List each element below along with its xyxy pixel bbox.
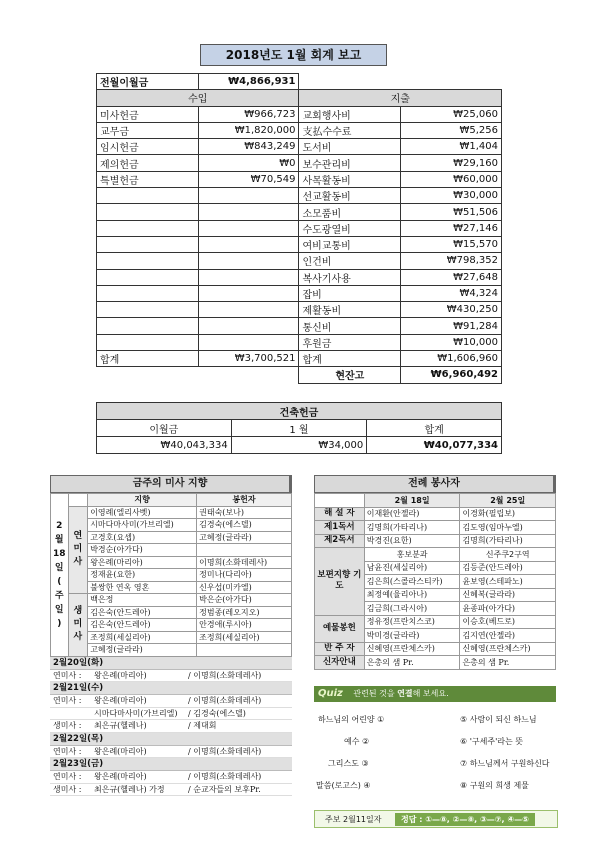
requester-name: / 김경숙(에스델) xyxy=(188,708,246,718)
income-label xyxy=(97,302,199,318)
quiz-instruction-highlight: 연결 xyxy=(397,689,413,698)
expense-label: 소모품비 xyxy=(299,204,401,220)
income-header: 수입 xyxy=(97,90,299,106)
server-row xyxy=(315,521,556,535)
intention-name: 최은규(헬레나) xyxy=(94,721,147,730)
income-value xyxy=(198,220,299,236)
server-name: 최정예(율리아나) xyxy=(364,588,460,602)
quiz-right-item: ⑥ '구세주'라는 뜻 xyxy=(460,737,524,746)
requester-column-header: 봉헌자 xyxy=(197,494,292,507)
build-value: ₩40,043,334 xyxy=(97,437,232,454)
quiz-left-item: 예수 ② xyxy=(344,737,370,746)
server-name: 신혜영(프란체스카) xyxy=(364,642,460,656)
ledger-row xyxy=(97,269,502,285)
mass-kind: 연미사 : xyxy=(53,746,82,756)
mass-intentions-table xyxy=(50,493,292,657)
expense-value: ₩30,000 xyxy=(401,188,502,204)
ledger-row xyxy=(97,285,502,301)
quiz-answer: 정답 : ①—⑧, ②—⑧, ③—⑦, ④—⑤ xyxy=(395,813,535,826)
ledger-row xyxy=(97,318,502,334)
income-value xyxy=(198,302,299,318)
liturgy-servers-title: 전례 봉사자 xyxy=(314,475,556,493)
requester-name: 고혜정(글라라) xyxy=(197,531,292,544)
server-name: 이승호(베드로) xyxy=(460,615,556,629)
requester-name: 정미나(다리아) xyxy=(197,569,292,582)
income-label xyxy=(97,204,199,220)
income-value: ₩1,820,000 xyxy=(198,122,299,138)
weekday-date: 2월21일(수) xyxy=(50,682,292,695)
date-column-header: 2월 18일 xyxy=(364,494,460,508)
weekday-intention-line xyxy=(50,746,292,759)
ledger-row xyxy=(97,334,502,350)
server-name: 박경진(요한) xyxy=(364,534,460,548)
server-name: 김금희(그라시아) xyxy=(364,602,460,616)
mass-intention-row xyxy=(51,594,292,607)
income-value: ₩70,549 xyxy=(198,171,299,187)
weekday-date: 2월23일(금) xyxy=(50,758,292,771)
intention-name: 김은숙(안드레아) xyxy=(88,619,197,632)
requester-name xyxy=(197,644,292,657)
server-name: 이경화(필립보) xyxy=(460,507,556,521)
mass-intentions-section xyxy=(50,475,292,796)
intention-name: 왕은례(마리아) xyxy=(94,670,147,680)
page-title: 2018년도 1월 회계 보고 xyxy=(200,44,387,66)
ledger-row xyxy=(97,204,502,220)
mass-kind: 연미사 : xyxy=(53,772,82,781)
expense-label: 제활동비 xyxy=(299,302,401,318)
ledger-row xyxy=(97,139,502,155)
requester-name: / 이명희(소화데레사) xyxy=(188,772,262,781)
income-value xyxy=(198,253,299,269)
requester-name: / 이명희(소화데레사) xyxy=(188,670,262,680)
server-name: 신혜복(글라라) xyxy=(460,588,556,602)
income-label xyxy=(97,334,199,350)
quiz-left-item: 하느님의 어린양 ① xyxy=(318,715,385,724)
requester-name: / 제대회 xyxy=(188,721,217,730)
server-row xyxy=(315,615,556,629)
income-label: 제의헌금 xyxy=(97,155,199,171)
intention-name: 불쌍한 연옥 영혼 xyxy=(88,581,197,594)
quiz-answer-bar xyxy=(314,810,558,828)
expense-value: ₩29,160 xyxy=(401,155,502,171)
server-role: 신자안내 xyxy=(315,656,365,670)
requester-name: / 순교자들의 보후Pr. xyxy=(188,784,261,794)
ledger-row xyxy=(97,220,502,236)
intention-name: 김은숙(안드레아) xyxy=(88,606,197,619)
server-name: 신혜영(프란체스카) xyxy=(460,642,556,656)
expense-label: 후원금 xyxy=(299,334,401,350)
balance-value: ₩6,960,492 xyxy=(401,367,502,383)
mass-kind: 생미사 : xyxy=(53,784,82,794)
expense-label: 복사기사용 xyxy=(299,269,401,285)
income-value: ₩843,249 xyxy=(198,139,299,155)
liturgy-servers-table xyxy=(314,493,556,670)
intention-name: 최은규(헬레나) 가정 xyxy=(94,784,165,794)
income-value: ₩0 xyxy=(198,155,299,171)
server-role: 예물봉헌 xyxy=(315,615,365,642)
quiz-left-item: 말씀(로고스) ④ xyxy=(316,781,371,790)
expense-value: ₩27,648 xyxy=(401,269,502,285)
income-value xyxy=(198,334,299,350)
weekday-intention-line xyxy=(50,784,292,797)
intention-name: 시마다마사미(가브리엘) xyxy=(94,708,178,718)
intention-name: 왕은례(마리아) xyxy=(88,556,197,569)
income-label xyxy=(97,285,199,301)
expense-value: ₩25,060 xyxy=(401,106,502,122)
mass-type-label: 생 미 사 xyxy=(68,594,88,657)
expense-label: 사목활동비 xyxy=(299,171,401,187)
intention-name: 고혜정(글라라) xyxy=(88,644,197,657)
ledger-row xyxy=(97,253,502,269)
requester-name: 정범종(레오지오) xyxy=(197,606,292,619)
requester-name: 조정희(세실리아) xyxy=(197,631,292,644)
liturgy-servers-section xyxy=(314,475,556,670)
sunday-date-label: 2 월 18 일 ( 주 일 ) xyxy=(51,494,69,657)
quiz-left-item: 그리스도 ③ xyxy=(328,759,369,768)
expense-value: ₩1,606,960 xyxy=(401,351,502,367)
expense-value: ₩10,000 xyxy=(401,334,502,350)
ledger-row xyxy=(97,106,502,122)
income-label xyxy=(97,318,199,334)
intention-column-header: 지향 xyxy=(88,494,197,507)
quiz-right-item: ⑤ 사람이 되신 하느님 xyxy=(460,715,537,724)
server-name: 정유정(프란치스코) xyxy=(364,615,460,629)
income-label xyxy=(97,188,199,204)
intention-name: 왕은례(마리아) xyxy=(94,696,147,705)
server-role: 반 주 자 xyxy=(315,642,365,656)
intention-name: 정재윤(요한) xyxy=(88,569,197,582)
expense-value: ₩27,146 xyxy=(401,220,502,236)
requester-name: / 이명희(소화데레사) xyxy=(188,696,262,705)
mass-type-label: 연 미 사 xyxy=(68,506,88,594)
build-header: 합계 xyxy=(367,420,502,437)
server-name: 김명희(가타리나) xyxy=(364,521,460,535)
building-fund-title: 건축헌금 xyxy=(97,403,502,420)
weekday-intentions xyxy=(50,657,292,797)
income-label xyxy=(97,236,199,252)
server-role: 보편지향 기 도 xyxy=(315,548,365,616)
ledger-row xyxy=(97,236,502,252)
expense-label: 통신비 xyxy=(299,318,401,334)
income-label: 임시헌금 xyxy=(97,139,199,155)
quiz-right-item: ⑦ 하느님께서 구원하신다 xyxy=(460,759,550,768)
ledger-row xyxy=(97,171,502,187)
expense-label: 합계 xyxy=(299,351,401,367)
server-name: 홍보분과 xyxy=(364,548,460,562)
expense-header: 지출 xyxy=(299,90,502,106)
server-row xyxy=(315,548,556,562)
intention-name: 백은정 xyxy=(88,594,197,607)
income-value xyxy=(198,318,299,334)
server-name: 윤보영(스테파노) xyxy=(460,575,556,589)
expense-value: ₩5,256 xyxy=(401,122,502,138)
income-value xyxy=(198,204,299,220)
weekday-intention-line xyxy=(50,670,292,683)
expense-label: 잡비 xyxy=(299,285,401,301)
build-value: ₩40,077,334 xyxy=(367,437,502,454)
balance-label: 현잔고 xyxy=(299,367,401,383)
weekday-intention-line xyxy=(50,708,292,721)
mass-intention-row xyxy=(51,506,292,519)
server-name: 김명희(가타리나) xyxy=(460,534,556,548)
requester-name: 안경애(루시아) xyxy=(197,619,292,632)
server-role: 해 설 자 xyxy=(315,507,365,521)
carry-value: ₩4,866,931 xyxy=(198,74,299,90)
server-name: 김은희(스콜라스티카) xyxy=(364,575,460,589)
build-header: 1 월 xyxy=(231,420,367,437)
mass-kind: 연미사 : xyxy=(53,670,82,680)
expense-value: ₩15,570 xyxy=(401,236,502,252)
intention-name: 박경순(아가다) xyxy=(88,544,197,557)
requester-name: 권태숙(보나) xyxy=(197,506,292,519)
intention-name: 조정희(세실리아) xyxy=(88,631,197,644)
build-value: ₩34,000 xyxy=(231,437,367,454)
expense-label: 교회행사비 xyxy=(299,106,401,122)
server-row xyxy=(315,642,556,656)
expense-value: ₩60,000 xyxy=(401,171,502,187)
intention-name: 이영례(엘리사벳) xyxy=(88,506,197,519)
server-name: 은총의 샘 Pr. xyxy=(364,656,460,670)
building-fund-table xyxy=(96,402,502,454)
expense-label: 도서비 xyxy=(299,139,401,155)
income-label: 교무금 xyxy=(97,122,199,138)
ledger-row xyxy=(97,122,502,138)
quiz-instruction-pre: 관련된 것을 xyxy=(353,689,398,698)
server-name: 박미경(글라라) xyxy=(364,629,460,643)
expense-label: 선교활동비 xyxy=(299,188,401,204)
income-label: 특별헌금 xyxy=(97,171,199,187)
requester-name: 신우섭(미카엘) xyxy=(197,581,292,594)
server-name: 김도영(임마누엘) xyxy=(460,521,556,535)
weekday-date: 2월20일(화) xyxy=(50,657,292,670)
quiz-header xyxy=(314,686,556,702)
income-label: 합계 xyxy=(97,351,199,367)
date-column-header: 2월 25일 xyxy=(460,494,556,508)
income-label xyxy=(97,253,199,269)
server-name: 은총의 샘 Pr. xyxy=(460,656,556,670)
weekday-intention-line xyxy=(50,695,292,708)
server-role: 제1독서 xyxy=(315,521,365,535)
accounting-ledger xyxy=(96,73,502,384)
expense-label: 여비교통비 xyxy=(299,236,401,252)
quiz-section xyxy=(314,686,556,838)
balance-row xyxy=(97,367,502,383)
requester-name: 김경숙(에스델) xyxy=(197,519,292,532)
income-label xyxy=(97,220,199,236)
income-value xyxy=(198,269,299,285)
intention-name: 왕은례(마리아) xyxy=(94,772,147,781)
intention-name: 시마다마사미(가브리엘) xyxy=(88,519,197,532)
server-name: 남윤진(세실리아) xyxy=(364,561,460,575)
requester-name xyxy=(197,544,292,557)
ledger-row xyxy=(97,155,502,171)
income-value xyxy=(198,236,299,252)
quiz-footer-label: 주보 2월11일자 xyxy=(325,815,382,824)
expense-value: ₩1,404 xyxy=(401,139,502,155)
income-value: ₩966,723 xyxy=(198,106,299,122)
expense-label: 수도광열비 xyxy=(299,220,401,236)
weekday-date: 2월22일(목) xyxy=(50,733,292,746)
expense-label: 보수관리비 xyxy=(299,155,401,171)
expense-value: ₩430,250 xyxy=(401,302,502,318)
ledger-row xyxy=(97,188,502,204)
income-value xyxy=(198,285,299,301)
mass-kind: 생미사 : xyxy=(53,721,82,730)
build-header: 이월금 xyxy=(97,420,232,437)
server-name: 김등준(안드레아) xyxy=(460,561,556,575)
server-row xyxy=(315,534,556,548)
intention-name: 왕은례(마리아) xyxy=(94,746,147,756)
expense-label: 인건비 xyxy=(299,253,401,269)
intention-name: 고경호(요셉) xyxy=(88,531,197,544)
server-name: 김지연(안젤라) xyxy=(460,629,556,643)
server-name: 윤종파(아가다) xyxy=(460,602,556,616)
expense-value: ₩51,506 xyxy=(401,204,502,220)
server-name: 신주쿠2구역 xyxy=(460,548,556,562)
server-row xyxy=(315,507,556,521)
weekday-intention-line xyxy=(50,720,292,733)
expense-value: ₩91,284 xyxy=(401,318,502,334)
income-label: 미사헌금 xyxy=(97,106,199,122)
quiz-right-item: ⑧ 구원의 희생 제물 xyxy=(460,781,529,790)
server-row xyxy=(315,656,556,670)
requester-name: 박은순(아가다) xyxy=(197,594,292,607)
weekday-intention-line xyxy=(50,771,292,784)
carry-label: 전월이월금 xyxy=(97,74,199,90)
income-value: ₩3,700,521 xyxy=(198,351,299,367)
expense-value: ₩4,324 xyxy=(401,285,502,301)
ledger-row xyxy=(97,302,502,318)
server-name: 이재환(안젤라) xyxy=(364,507,460,521)
expense-label: 支払수수료 xyxy=(299,122,401,138)
expense-value: ₩798,352 xyxy=(401,253,502,269)
quiz-badge: Quiz xyxy=(318,688,343,699)
requester-name: 이명희(소화데레사) xyxy=(197,556,292,569)
server-role: 제2독서 xyxy=(315,534,365,548)
mass-kind: 연미사 : xyxy=(53,696,82,705)
income-label xyxy=(97,269,199,285)
requester-name: / 이명희(소화데레사) xyxy=(188,746,262,756)
mass-intentions-title: 금주의 미사 지향 xyxy=(50,475,292,493)
ledger-row xyxy=(97,351,502,367)
income-value xyxy=(198,188,299,204)
quiz-instruction-post: 해 보세요. xyxy=(412,689,449,698)
